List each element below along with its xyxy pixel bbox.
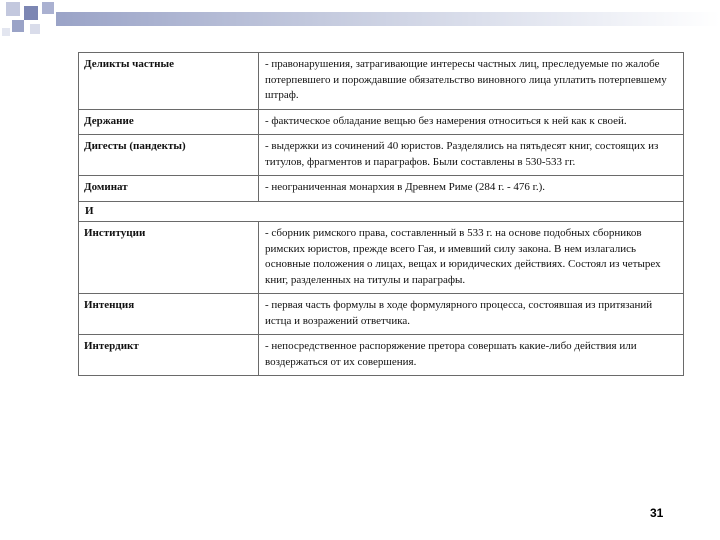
decorative-header [0, 0, 720, 40]
page-number: 31 [650, 506, 664, 520]
glossary-table [78, 52, 684, 376]
glossary-row [79, 294, 684, 335]
definition-cell: - правонарушения, затрагивающие интересы частных лиц, преследуемые по жалобе потерпевшего и порождавшие обязательство виновного лица уплатить потерпевшему штраф. [259, 53, 684, 110]
term-cell: Дигесты (пандекты) [79, 135, 259, 176]
glossary-row [79, 335, 684, 376]
term-cell: Доминат [79, 176, 259, 202]
definition-cell: - сборник римского права, составленный в 533 г. на основе подобных сборников римских юристов, прежде всего Гая, и имевший силу закона. В нем излагались основные положения о лицах, вещах и юридических действиях. Состоял из четырех книг, разделенных на титулы и параграфы. [259, 222, 684, 294]
header-gradient-band [56, 12, 720, 26]
glossary-row [79, 109, 684, 135]
definition-cell: - фактическое обладание вещью без намерения относиться к ней как к своей. [259, 109, 684, 135]
definition-cell: - выдержки из сочинений 40 юристов. Разделялись на пятьдесят книг, состоящих из титулов, фрагментов и параграфов. Были составлены в 530-533 гг. [259, 135, 684, 176]
term-cell: Деликты частные [79, 53, 259, 110]
decor-square [6, 2, 20, 16]
glossary-row [79, 176, 684, 202]
term-cell: Интердикт [79, 335, 259, 376]
glossary-row [79, 53, 684, 110]
decor-square [42, 2, 54, 14]
section-letter: И [79, 201, 684, 222]
letter-divider-row [79, 201, 684, 222]
decor-square [2, 28, 10, 36]
decor-square [12, 20, 24, 32]
decor-square [30, 24, 40, 34]
term-cell: Интенция [79, 294, 259, 335]
glossary-row [79, 222, 684, 294]
definition-cell: - неограниченная монархия в Древнем Риме (284 г. - 476 г.). [259, 176, 684, 202]
term-cell: Держание [79, 109, 259, 135]
term-cell: Институции [79, 222, 259, 294]
definition-cell: - первая часть формулы в ходе формулярного процесса, состоявшая из притязаний истца и возражений ответчика. [259, 294, 684, 335]
definition-cell: - непосредственное распоряжение претора совершать какие-либо действия или воздержаться от их совершения. [259, 335, 684, 376]
glossary-body [79, 53, 684, 376]
glossary-row [79, 135, 684, 176]
decor-square [24, 6, 38, 20]
